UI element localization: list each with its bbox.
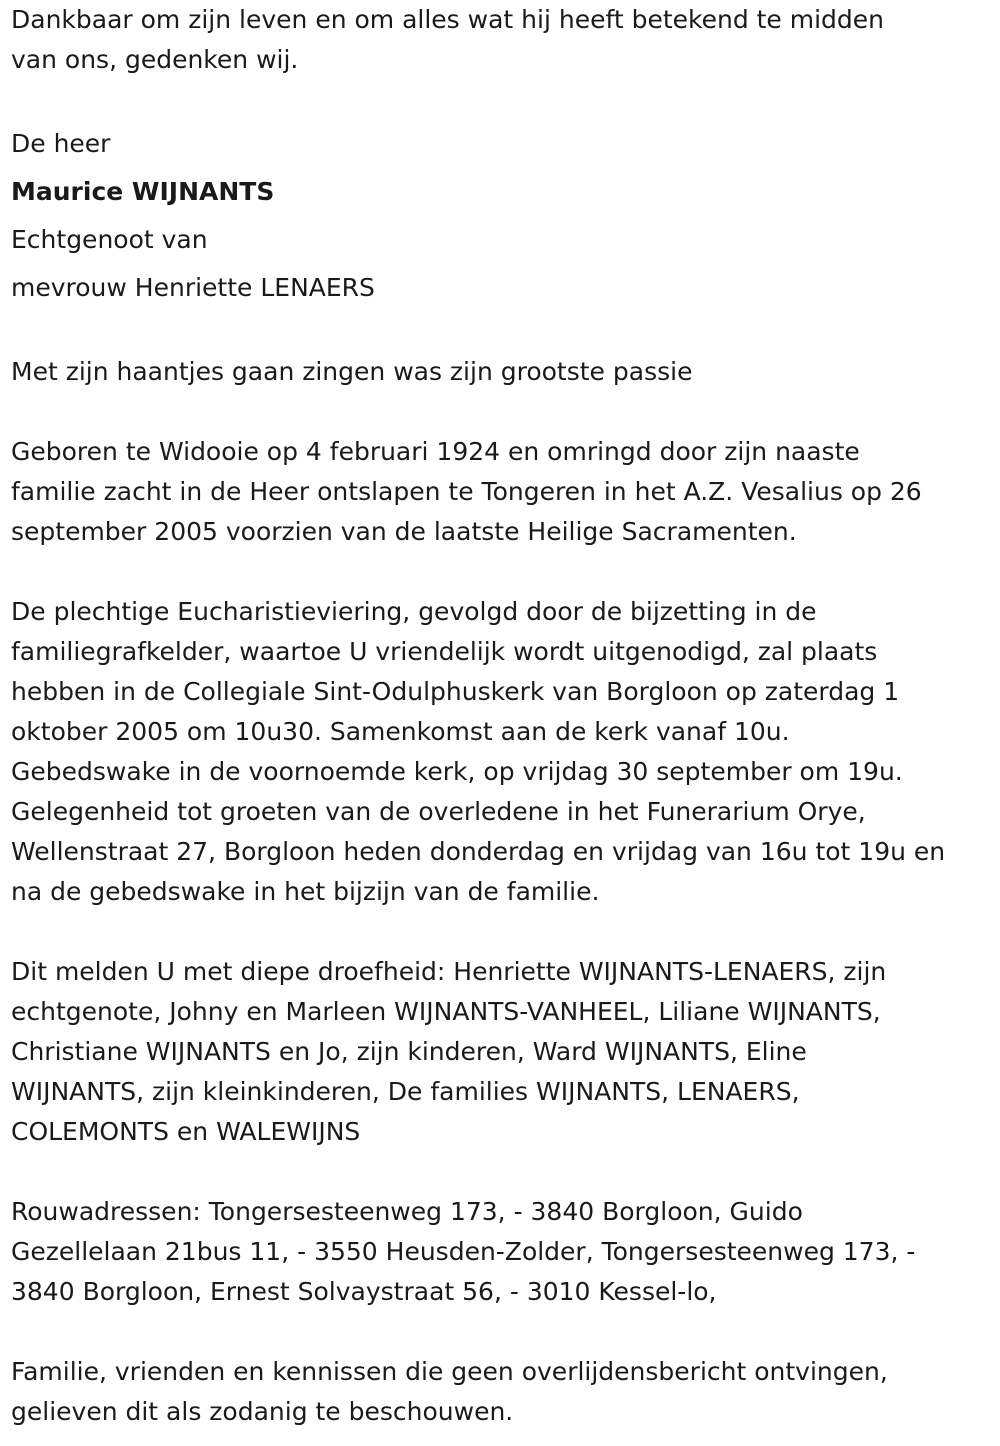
- spacer: [11, 312, 996, 352]
- spacer: [11, 1312, 996, 1352]
- spacer: [11, 392, 996, 432]
- salutation: De heer: [11, 129, 111, 158]
- addresses-paragraph: Rouwadressen: Tongersesteenweg 173, - 3840 Borgloon, Guido Gezellelaan 21bus 11, - 3550 Heusden-Zolder, Tongersesteenweg 173, - 3840 Borgloon, Ernest Solvaystraat 56, - 3010 Kessel-lo,: [11, 1197, 916, 1306]
- ceremony-paragraph: De plechtige Eucharistieviering, gevolgd door de bijzetting in de familiegrafkelder, waartoe U vriendelijk wordt uitgenodigd, zal plaats hebben in de Collegiale Sint-Odulphuskerk van Borgloon op zaterdag 1 oktober 2005 om 10u30. Samenkomst aan de kerk vanaf 10u. Gebedswake in de voornoemde kerk, op vrijdag 30 september om 19u. Gelegenheid tot groeten van de overledene in het Funerarium Orye, Wellenstraat 27, Borgloon heden donderdag en vrijdag van 16u tot 19u en na de gebedswake in het bijzijn van de familie.: [11, 597, 946, 906]
- spacer: [11, 1152, 996, 1192]
- spacer: [11, 912, 996, 952]
- spacer: [11, 552, 996, 592]
- birth-death-paragraph: Geboren te Widooie op 4 februari 1924 en omringd door zijn naaste familie zacht in de Heer ontslapen te Tongeren in het A.Z. Vesalius op 26 september 2005 voorzien van de laatste Heilige Sacramenten.: [11, 437, 922, 546]
- family-paragraph: Dit melden U met diepe droefheid: Henriette WIJNANTS-LENAERS, zijn echtgenote, Johny en Marleen WIJNANTS-VANHEEL, Liliane WIJNANTS, Christiane WIJNANTS en Jo, zijn kinderen, Ward WIJNANTS, Eline WIJNANTS, zijn kleinkinderen, De families WIJNANTS, LENAERS, COLEMONTS en WALEWIJNS: [11, 957, 887, 1146]
- passion-paragraph: Met zijn haantjes gaan zingen was zijn grootste passie: [11, 357, 693, 386]
- spacer: [11, 80, 996, 120]
- spouse-label: Echtgenoot van: [11, 225, 208, 254]
- spouse-name: mevrouw Henriette LENAERS: [11, 273, 375, 302]
- closing-paragraph: Familie, vrienden en kennissen die geen overlijdensbericht ontvingen, gelieven dit als zodanig te beschouwen.: [11, 1357, 888, 1426]
- obituary-document: [11, 0, 996, 1432]
- deceased-name: Maurice WIJNANTS: [11, 177, 275, 206]
- intro-paragraph: Dankbaar om zijn leven en om alles wat hij heeft betekend te midden van ons, gedenken wij.: [11, 5, 885, 74]
